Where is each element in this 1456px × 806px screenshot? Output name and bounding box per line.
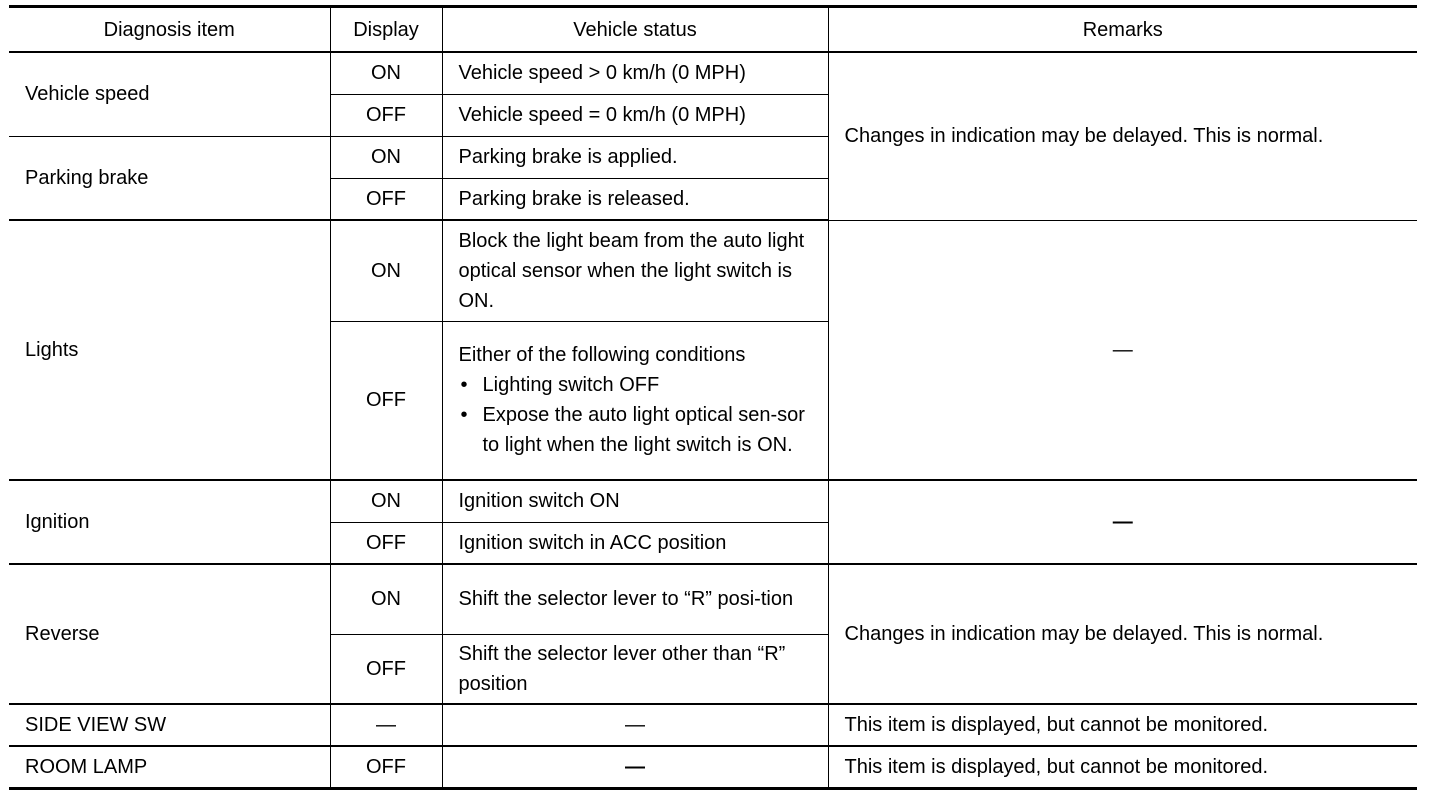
status-cell: Parking brake is applied. <box>442 136 828 178</box>
display-cell: — <box>330 704 442 746</box>
display-cell: OFF <box>330 522 442 564</box>
item-vehicle-speed: Vehicle speed <box>9 52 330 136</box>
item-lights: Lights <box>9 220 330 480</box>
remark-lights: — <box>828 220 1417 480</box>
item-reverse: Reverse <box>9 564 330 704</box>
diagnosis-table <box>9 5 1417 790</box>
item-room-lamp: ROOM LAMP <box>9 746 330 788</box>
status-cell: Block the light beam from the auto light optical sensor when the light switch is ON. <box>442 220 828 321</box>
table-row-reverse-on <box>9 564 1417 634</box>
display-cell: ON <box>330 52 442 94</box>
remark-side-view-sw: This item is displayed, but cannot be monitored. <box>828 704 1417 746</box>
status-cell: Parking brake is released. <box>442 178 828 220</box>
table-row-vehicle-speed-on <box>9 52 1417 94</box>
display-cell: ON <box>330 136 442 178</box>
status-cell: Ignition switch ON <box>442 480 828 522</box>
item-parking-brake: Parking brake <box>9 136 330 220</box>
list-item: • Lighting switch OFF <box>459 370 812 400</box>
header-remarks: Remarks <box>828 7 1417 53</box>
header-row <box>9 7 1417 53</box>
display-cell: OFF <box>330 634 442 704</box>
status-cell: Shift the selector lever to “R” posi-tion <box>442 564 828 634</box>
status-cell: Vehicle speed = 0 km/h (0 MPH) <box>442 94 828 136</box>
condition-list <box>459 370 812 460</box>
status-cell: Ignition switch in ACC position <box>442 522 828 564</box>
display-cell: OFF <box>330 321 442 480</box>
header-diagnosis-item: Diagnosis item <box>9 7 330 53</box>
item-side-view-sw: SIDE VIEW SW <box>9 704 330 746</box>
status-cell: — <box>442 704 828 746</box>
list-item: • Expose the auto light optical sen-sor to light when the light switch is ON. <box>459 400 812 460</box>
display-cell: OFF <box>330 94 442 136</box>
status-cell-lights-off <box>442 321 828 480</box>
display-cell: OFF <box>330 178 442 220</box>
header-display: Display <box>330 7 442 53</box>
item-ignition: Ignition <box>9 480 330 564</box>
display-cell: ON <box>330 564 442 634</box>
status-cell: Vehicle speed > 0 km/h (0 MPH) <box>442 52 828 94</box>
status-cell: — <box>442 746 828 788</box>
remark-reverse: Changes in indication may be delayed. This is normal. <box>828 564 1417 704</box>
header-vehicle-status: Vehicle status <box>442 7 828 53</box>
remark-room-lamp: This item is displayed, but cannot be monitored. <box>828 746 1417 788</box>
display-cell: ON <box>330 480 442 522</box>
table-row-ignition-on <box>9 480 1417 522</box>
display-cell: OFF <box>330 746 442 788</box>
status-cell: Shift the selector lever other than “R” position <box>442 634 828 704</box>
remark-ignition: — <box>828 480 1417 564</box>
display-cell: ON <box>330 220 442 321</box>
table-row-room-lamp <box>9 746 1417 788</box>
remark-speed-brake: Changes in indication may be delayed. This is normal. <box>828 52 1417 220</box>
table-row-lights-on <box>9 220 1417 321</box>
table-row-side-view-sw <box>9 704 1417 746</box>
status-intro: Either of the following conditions <box>458 344 746 367</box>
